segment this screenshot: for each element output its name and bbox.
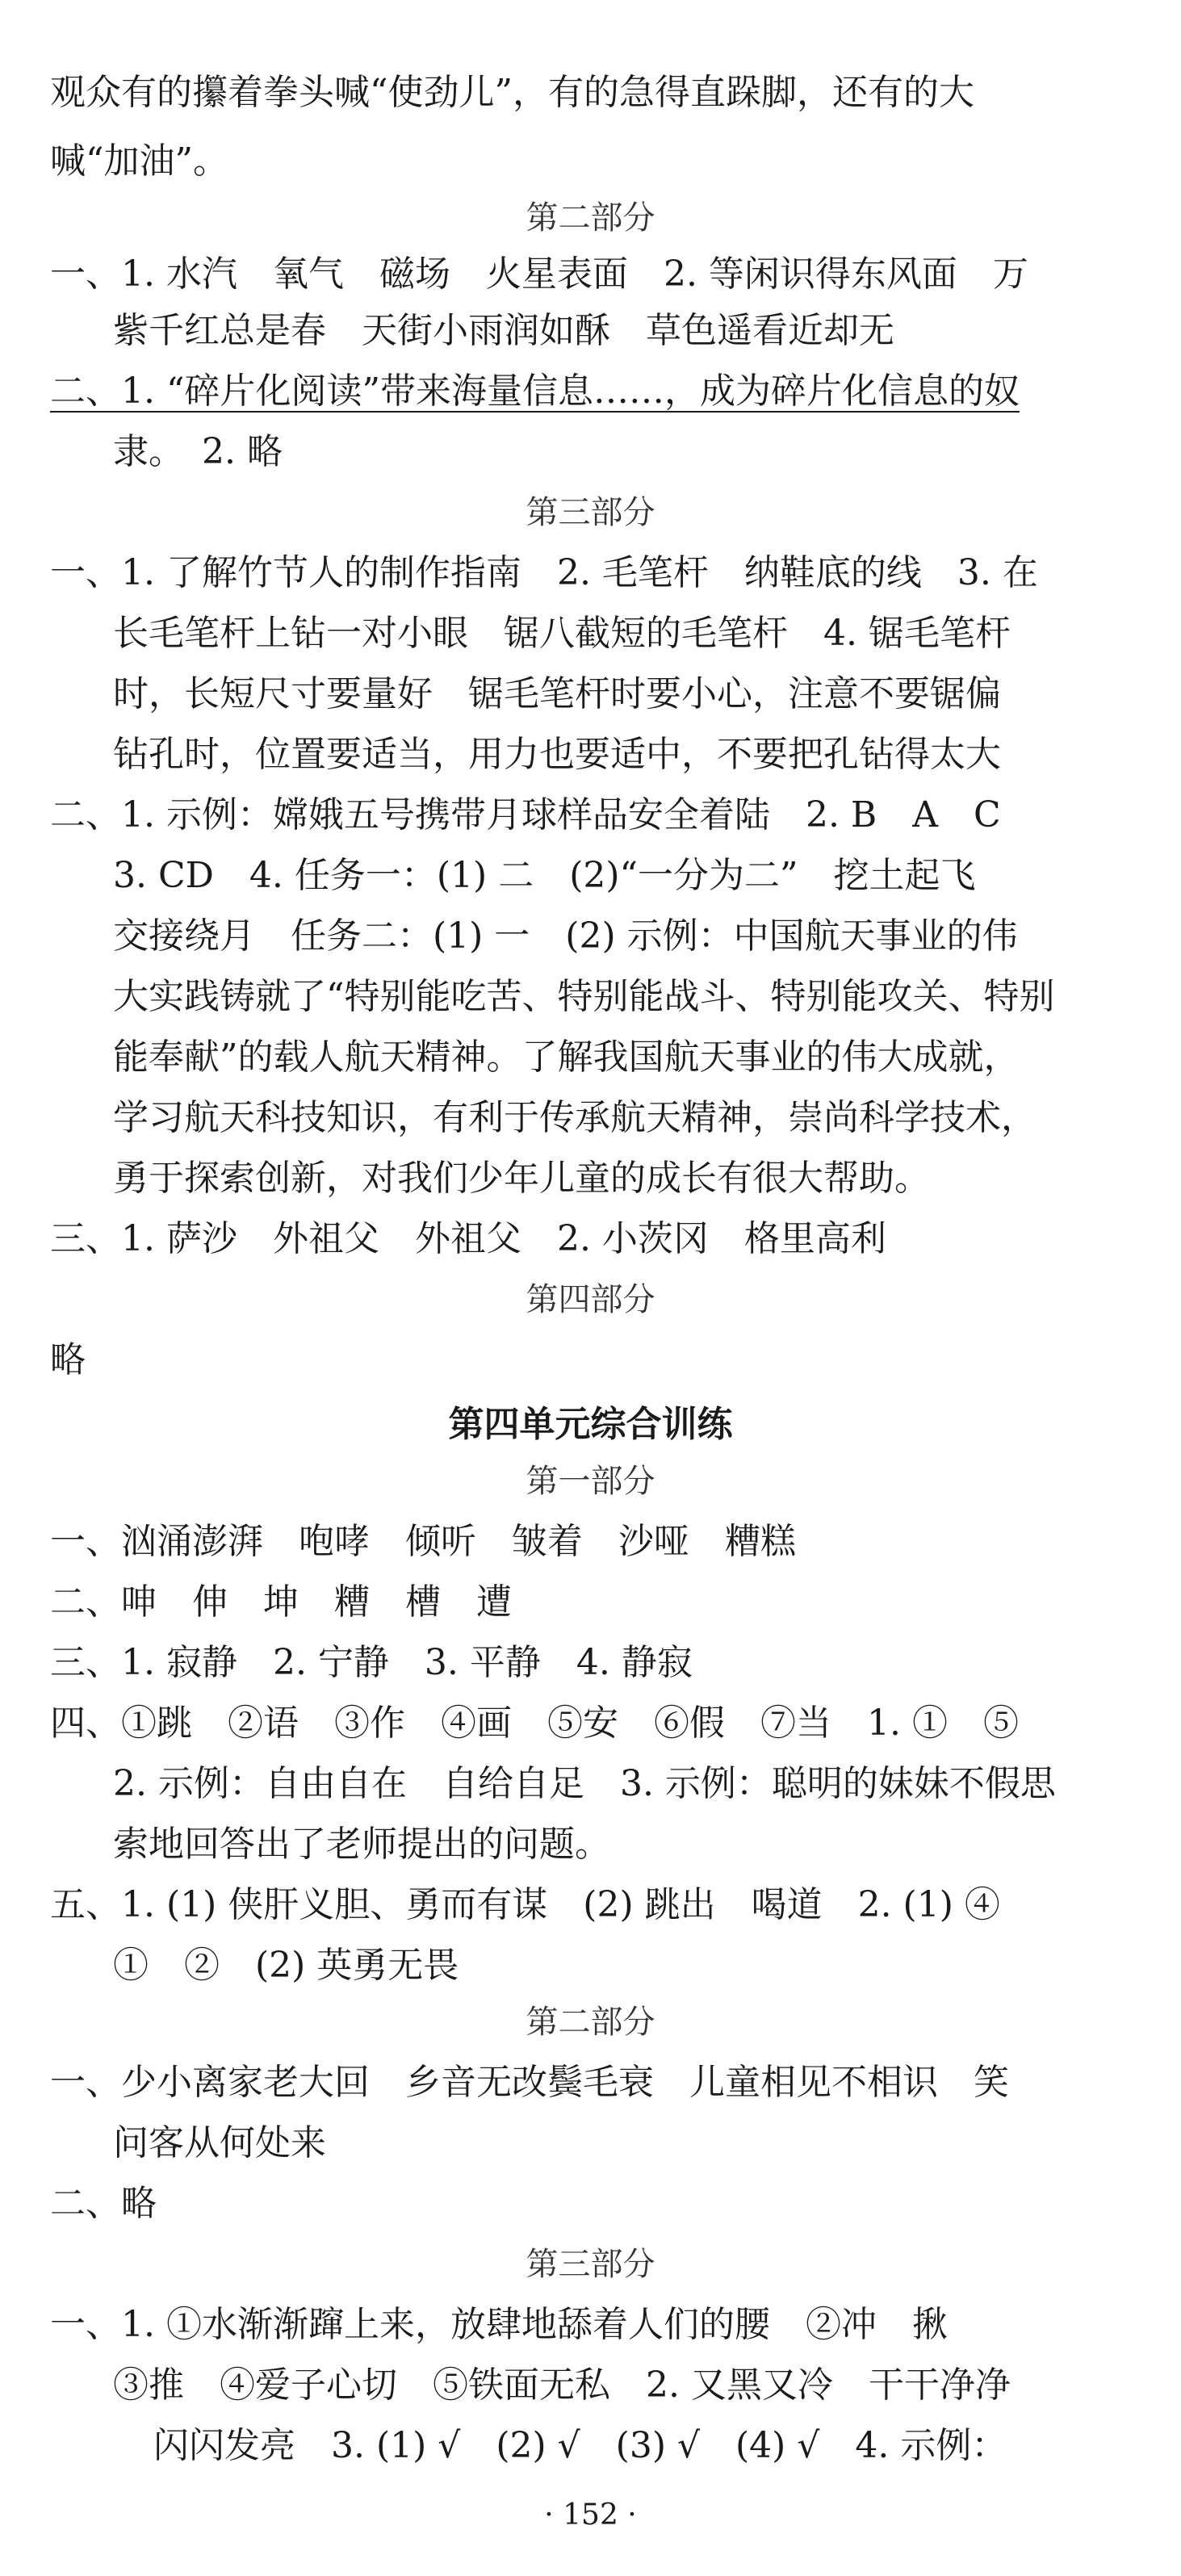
- text-line: 学习航天科技知识，有利于传承航天精神，崇尚科学技术，: [113, 1097, 1037, 1138]
- section-heading: 第一部分: [526, 1463, 655, 1500]
- text-line: 3. CD 4. 任务一：(1) 二 (2)“一分为二” 挖土起飞: [113, 855, 976, 896]
- text-line: 一、1. ①水渐渐蹿上来，放肆地舔着人们的腰 ②冲 揪: [50, 2304, 948, 2345]
- text-line: 钻孔时，位置要适当，用力也要适中，不要把孔钻得太大: [113, 734, 1001, 775]
- text-line: 二、呻 伸 坤 糟 槽 遭: [50, 1581, 512, 1623]
- text-line: 交接绕月 任务二：(1) 一 (2) 示例：中国航天事业的伟: [113, 915, 1018, 957]
- text-line: ① ② (2) 英勇无畏: [113, 1945, 459, 1986]
- section-heading: 第三部分: [526, 2246, 655, 2283]
- text-line: 一、1. 水汽 氧气 磁场 火星表面 2. 等闲识得东风面 万: [50, 253, 1028, 295]
- section-heading: 第四部分: [526, 1281, 655, 1318]
- text-line: 二、1. 示例：嫦娥五号携带月球样品安全着陆 2. B A C: [50, 794, 1001, 836]
- text-line: 能奉献”的载人航天精神。了解我国航天事业的伟大成就，: [113, 1037, 1020, 1078]
- text-line: 长毛笔杆上钻一对小眼 锯八截短的毛笔杆 4. 锯毛笔杆: [113, 613, 1011, 654]
- text-line: 一、汹涌澎湃 咆哮 倾听 皱着 沙哑 糟糕: [50, 1521, 796, 1562]
- text-line: 索地回答出了老师提出的问题。: [113, 1824, 610, 1865]
- text-line: 三、1. 寂静 2. 宁静 3. 平静 4. 静寂: [50, 1642, 693, 1683]
- text-line: 时，长短尺寸要量好 锯毛笔杆时要小心，注意不要锯偏: [113, 673, 1001, 714]
- text-line: 四、①跳 ②语 ③作 ④画 ⑤安 ⑥假 ⑦当 1. ① ⑤: [50, 1703, 1019, 1744]
- page-number: · 152 ·: [544, 2499, 637, 2532]
- text-line: 闪闪发亮 3. (1) √ (2) √ (3) √ (4) √ 4. 示例：: [153, 2425, 1007, 2466]
- section-heading: 第二部分: [526, 199, 655, 237]
- text-line: 喊“加油”。: [50, 140, 228, 182]
- text-line: 一、少小离家老大回 乡音无改鬓毛衰 儿童相见不相识 笑: [50, 2062, 1009, 2103]
- text-line: 三、1. 萨沙 外祖父 外祖父 2. 小茨冈 格里高利: [50, 1218, 886, 1259]
- section-heading: 第三部分: [526, 494, 655, 531]
- text-line-underlined: 二、1. “碎片化阅读”带来海量信息……，成为碎片化信息的奴: [50, 371, 1020, 412]
- text-line: 隶。 2. 略: [113, 431, 283, 472]
- text-line: 一、1. 了解竹节人的制作指南 2. 毛笔杆 纳鞋底的线 3. 在: [50, 552, 1038, 593]
- section-heading: 第二部分: [526, 2004, 655, 2041]
- text-line: 大实践铸就了“特别能吃苦、特别能战斗、特别能攻关、特别: [113, 976, 1055, 1017]
- unit-title: 第四单元综合训练: [448, 1404, 733, 1445]
- text-line: ③推 ④爱子心切 ⑤铁面无私 2. 又黑又冷 干干净净: [113, 2364, 1011, 2406]
- text-line: 勇于探索创新，对我们少年儿童的成长有很大帮助。: [113, 1158, 930, 1199]
- text-line: 略: [50, 1339, 86, 1380]
- text-line: 紫千红总是春 天街小雨润如酥 草色遥看近却无: [113, 310, 894, 351]
- text-line: 二、略: [50, 2183, 157, 2224]
- text-line: 五、1. (1) 侠肝义胆、勇而有谋 (2) 跳出 喝道 2. (1) ④: [50, 1884, 1000, 1925]
- text-line: 观众有的攥着拳头喊“使劲儿”，有的急得直跺脚，还有的大: [50, 72, 974, 113]
- text-line: 2. 示例：自由自在 自给自足 3. 示例：聪明的妹妹不假思: [113, 1763, 1056, 1804]
- text-line: 问客从何处来: [113, 2122, 326, 2163]
